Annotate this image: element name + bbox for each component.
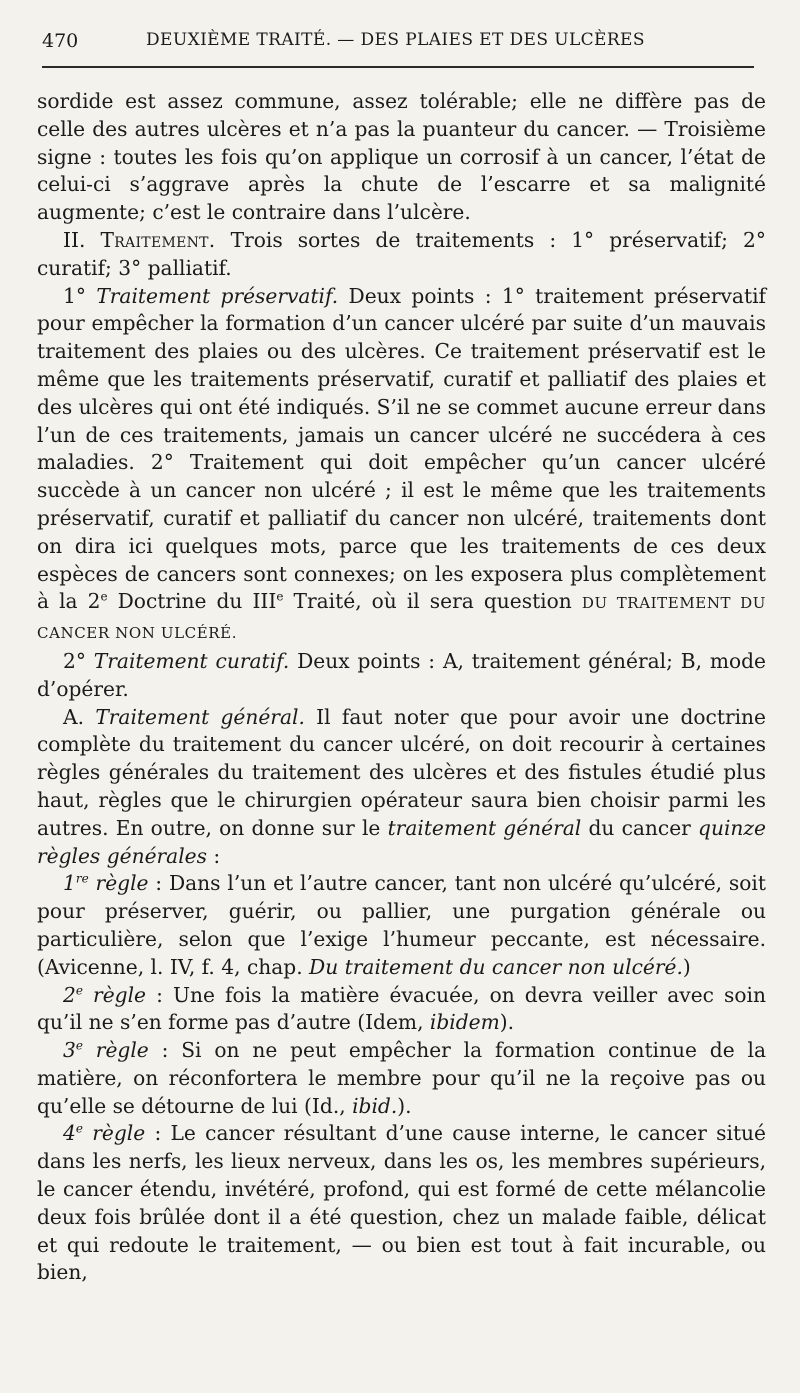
running-header: [42, 22, 754, 68]
caps-reference: DU TRAITEMENT DU CANCER NON ULCÉRÉ.: [37, 594, 767, 643]
paragraph-treatment-intro: II. Traitement. Trois sortes de traitements : 1° préservatif; 2° curatif; 3° palliatif.: [37, 227, 766, 280]
paragraph-preservatif: 1° Traitement préservatif. Deux points : 1° traitement préservatif pour empêcher la formation d’un cancer ulcéré par suite d’un mauvais traitement des plaies ou des ulcères. Ce traitement préservatif est le même que les traitements préservatif, curatif et palliatif des plaies et des ulcères qui ont été indiqués. S’il ne se commet aucune erreur dans l’un de ces traitements, jamais un cancer ulcéré ne succédera à ces maladies. 2° Traitement qui doit empêcher qu’un cancer ulcéré succède à un cancer non ulcéré ; il est le même que les traitements préservatif, curatif et palliatif du cancer non ulcéré, traitements dont on dira ici quelques mots, parce que les traitements de ces deux espèces de cancers sont connexes; on les exposera plus complètement à la 2e Doctrine du IIIe Traité, où il sera question DU TRAITEMENT DU CANCER NON ULCÉRÉ.: [37, 283, 767, 643]
section-heading-traitement: Traitement.: [100, 227, 216, 252]
page-number: 470: [42, 30, 79, 52]
rule-2: 2e règle : Une fois la matière évacuée, on devra veiller avec soin qu’il ne s’en forme pas d’autre (Idem, ibidem).: [37, 982, 766, 1035]
paragraph-general: A. Traitement général. Il faut noter que pour avoir une doctrine complète du traitement du cancer ulcéré, on doit recourir à certaines règles générales du traitement des ulcères et des fistules étudié plus haut, règles que le chirurgien opérateur saura bien choisir parmi les autres. En outre, on donne sur le traitement général du cancer quinze règles générales :: [37, 704, 767, 868]
rule-3: 3e règle : Si on ne peut empêcher la formation continue de la matière, on réconfortera le membre pour qu’il ne la reçoive pas ou qu’elle se détourne de lui (Id., ibid.).: [37, 1038, 767, 1118]
running-title: DEUXIÈME TRAITÉ. — DES PLAIES ET DES ULCÈRES: [146, 30, 645, 50]
heading-traitement-preservatif: Traitement préservatif.: [96, 283, 339, 308]
heading-traitement-curatif: Traitement curatif.: [93, 648, 290, 673]
heading-traitement-general: Traitement général.: [95, 704, 305, 729]
rule-4: 4e règle : Le cancer résultant d’une cause interne, le cancer situé dans les nerfs, les lieux nerveux, dans les os, les membres supérieurs, le cancer étendu, invétéré, profond, qui est formé de cette mélancolie deux fois brûlée dont il a été question, chez un malade faible, délicat et qui redoute le traitement, — ou bien est tout à fait incurable, ou bien,: [37, 1121, 767, 1285]
rule-1: 1re règle : Dans l’un et l’autre cancer, tant non ulcéré qu’ulcéré, soit pour préserver, guérir, ou pallier, une purgation générale ou particulière, selon que l’exige l’humeur peccante, est nécessaire. (Avicenne, l. IV, f. 4, chap. Du traitement du cancer non ulcéré.): [37, 871, 766, 979]
paragraph-curatif: 2° Traitement curatif. Deux points : A, traitement général; B, mode d’opérer.: [37, 648, 766, 701]
paragraph-signs-end: sordide est assez commune, assez tolérable; elle ne diffère pas de celle des autres ulcères et n’a pas la puanteur du cancer. — Troisième signe : toutes les fois qu’on applique un corrosif à un cancer, l’état de celui-ci s’aggrave après la chute de l’escarre et sa malignité augmente; c’est le contraire dans l’ulcère.: [37, 89, 766, 225]
body-text: [37, 88, 766, 1287]
